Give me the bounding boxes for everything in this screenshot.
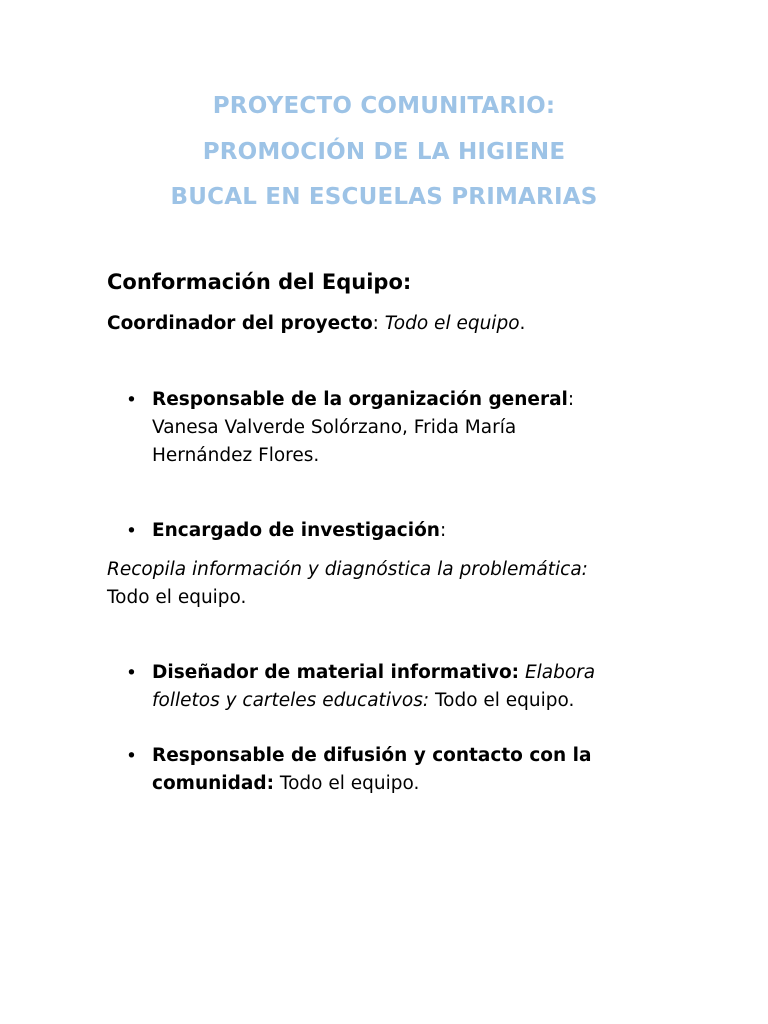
investigation-separator: : [439, 520, 447, 541]
bullet-organization [152, 386, 574, 470]
diffusion-label-line2: comunidad: [152, 773, 275, 794]
bullet-marker: • [126, 521, 137, 542]
document-title [0, 84, 768, 221]
designer-italic-2: folletos y carteles educativos: [152, 690, 430, 711]
bullet-marker: • [126, 746, 137, 767]
title-line-3: BUCAL EN ESCUELAS PRIMARIAS [170, 184, 598, 210]
designer-italic-1: Elabora [524, 662, 596, 683]
bullet-designer [152, 659, 595, 715]
organization-label: Responsable de la organización general [152, 389, 568, 410]
coordinator-line [107, 310, 525, 338]
title-line-1: PROYECTO COMUNITARIO: [212, 93, 556, 119]
coordinator-label: Coordinador del proyecto [107, 313, 373, 334]
coordinator-end: . [519, 313, 526, 334]
investigation-detail [107, 556, 588, 611]
coordinator-separator: : [372, 313, 379, 334]
bullet-marker: • [126, 663, 137, 684]
designer-label: Diseñador de material informativo: [152, 662, 520, 683]
designer-value: Todo el equipo. [434, 690, 575, 711]
bullet-marker: • [126, 390, 137, 411]
diffusion-label-line1: Responsable de difusión y contacto con la [152, 745, 592, 766]
title-line-2: PROMOCIÓN DE LA HIGIENE [202, 138, 566, 165]
organization-names-line2: Hernández Flores. [152, 445, 320, 466]
section-heading: Conformación del Equipo: [107, 270, 412, 294]
diffusion-value: Todo el equipo. [279, 773, 420, 794]
investigation-detail-value: Todo el equipo. [107, 586, 247, 608]
investigation-label: Encargado de investigación [152, 520, 440, 541]
organization-names-line1: Vanesa Valverde Solórzano, Frida María [152, 417, 517, 438]
coordinator-value: Todo el equipo [384, 313, 520, 334]
bullet-diffusion [152, 742, 591, 798]
investigation-detail-text: Recopila información y diagnóstica la problemática: [107, 559, 588, 580]
bullet-investigation [152, 517, 446, 545]
organization-separator: : [567, 389, 575, 410]
